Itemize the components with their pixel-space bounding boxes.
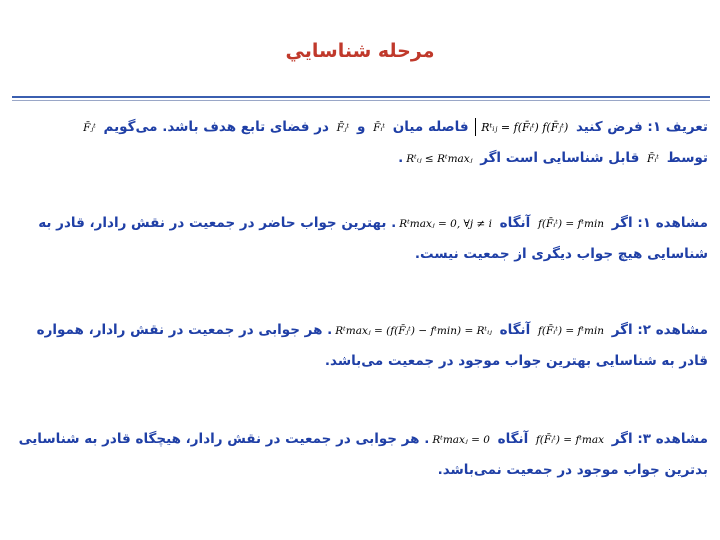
observation-text: بهترین جواب حاضر در جمعیت در نقش رادار، قادر به [38, 215, 387, 231]
title-divider-thin [12, 100, 710, 101]
condition-formula: f(F̄ᵢᵗ) = fᵗmin [537, 218, 605, 230]
slide-title: مرحله شناسايي [285, 40, 435, 62]
observation-text: آنگاه [499, 322, 531, 338]
observation-text: هر جوابی در جمعیت در نقش رادار، هیچگاه قادر به شناسایی [18, 431, 420, 447]
condition-formula: Rᵗᵢⱼ ≤ Rᵗmaxⱼ [406, 153, 473, 165]
observation-3-line-2: بدترین جواب موجود در جمعیت نمی‌باشد. [437, 462, 708, 478]
observation-2-line-2: قادر به شناسایی بهترین جواب موجود در جمعیت می‌باشد. [324, 353, 708, 369]
definition-text: قابل شناسایی است اگر [480, 150, 640, 166]
observation-text: مشاهده ۲: اگر [611, 322, 708, 338]
math-symbol: F̄ⱼᵗ [83, 122, 96, 134]
observation-2 [14, 315, 708, 376]
formula-bar [475, 118, 476, 136]
definition-1-line-1 [14, 112, 708, 143]
observation-2-line-1: مشاهده ۲: اگر f(F̄ᵢᵗ) = fᵗmin آنگاه Rᵗmaxⱼ = (f(F̄ⱼᵗ) − fᵗmin) = Rᵗᵢⱼ. هر جوابی در جمعیت در نقش رادار، همواره [14, 315, 708, 346]
result-formula: Rᵗmaxⱼ = (f(F̄ⱼᵗ) − fᵗmin) = Rᵗᵢⱼ [335, 325, 492, 337]
math-symbol: F̄ᵢᵗ [373, 122, 386, 134]
result-formula: Rᵗmaxⱼ = 0, ∀j ≠ i [399, 218, 492, 230]
condition-formula: f(F̄ᵢᵗ) = fᵗmin [537, 325, 605, 337]
distance-formula: Rᵗᵢⱼ = f(F̄ᵢᵗ) f(F̄ⱼᵗ) [481, 121, 569, 134]
observation-1-line-1: مشاهده ۱: اگر f(F̄ᵢᵗ) = fᵗmin آنگاه Rᵗmaxⱼ = 0, ∀j ≠ i. بهترین جواب حاضر در جمعیت در نقش رادار، قادر به [14, 208, 708, 239]
definition-text: فاصله میان [392, 119, 469, 135]
observation-3 [14, 424, 708, 485]
definition-text: تعریف ۱: فرض کنید [575, 119, 708, 135]
condition-formula: f(F̄ᵢᵗ) = fᵗmax [535, 434, 605, 446]
title-divider [12, 96, 710, 98]
observation-1-line-2: شناسایی هیچ جواب دیگری از جمعیت نیست. [414, 246, 708, 262]
definition-text: در فضای تابع هدف باشد. می‌گویم [103, 119, 329, 135]
result-formula: Rᵗmaxⱼ = 0 [432, 434, 490, 446]
definition-text: توسط [666, 150, 708, 166]
math-symbol: F̄ᵢᵗ [647, 153, 660, 165]
observation-1 [14, 208, 708, 269]
observation-text: آنگاه [497, 431, 529, 447]
observation-text: هر جوابی در جمعیت در نقش رادار، همواره [36, 322, 323, 338]
observation-3-line-1: مشاهده ۳: اگر f(F̄ᵢᵗ) = fᵗmax آنگاه Rᵗmaxⱼ = 0. هر جوابی در جمعیت در نقش رادار، هیچگاه قادر به شناسایی [14, 424, 708, 455]
observation-text: مشاهده ۱: اگر [611, 215, 708, 231]
observation-text: مشاهده ۳: اگر [611, 431, 708, 447]
math-symbol: F̄ⱼᵗ [336, 122, 350, 134]
observation-text: آنگاه [499, 215, 531, 231]
definition-1 [14, 112, 708, 174]
definition-1-line-2: توسط F̄ᵢᵗ قابل شناسایی است اگر Rᵗᵢⱼ ≤ Rᵗmaxⱼ. [14, 143, 708, 174]
definition-text: و [356, 119, 366, 135]
